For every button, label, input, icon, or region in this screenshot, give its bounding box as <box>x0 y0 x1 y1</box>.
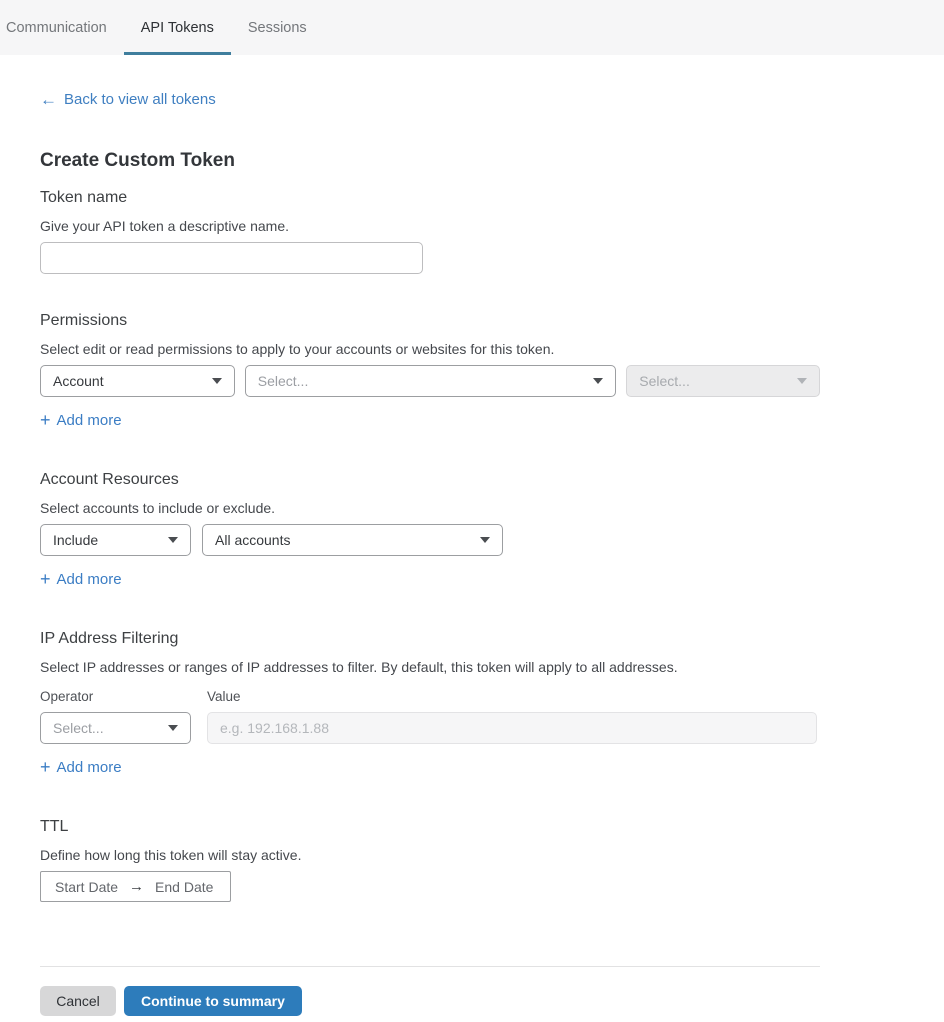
plus-icon: + <box>40 569 51 589</box>
permissions-description: Select edit or read permissions to apply to your accounts or websites for this token. <box>40 341 555 357</box>
accounts-dropdown[interactable] <box>202 524 503 556</box>
ttl-title: TTL <box>40 818 69 835</box>
chevron-down-icon <box>168 537 178 543</box>
chevron-down-icon <box>797 378 807 384</box>
accounts-value: All accounts <box>215 532 291 548</box>
section-permissions <box>40 312 820 431</box>
ttl-description: Define how long this token will stay active. <box>40 847 302 863</box>
token-name-input[interactable] <box>40 242 423 274</box>
permission-access-placeholder: Select... <box>639 373 690 389</box>
page-title: Create Custom Token <box>40 150 235 171</box>
permissions-add-more-link[interactable] <box>40 411 122 429</box>
include-exclude-value: Include <box>53 532 99 548</box>
plus-icon: + <box>40 410 51 430</box>
ip-operator-dropdown[interactable] <box>40 712 191 744</box>
permission-scope-dropdown[interactable] <box>40 365 235 397</box>
tab-bar <box>0 0 944 55</box>
back-to-tokens-link[interactable] <box>40 91 216 108</box>
ip-filtering-labels <box>40 689 820 704</box>
chevron-down-icon <box>480 537 490 543</box>
ip-value-input <box>207 712 817 744</box>
ip-filtering-add-more-label: Add more <box>56 758 122 776</box>
section-token-name <box>40 189 820 274</box>
ip-filtering-title: IP Address Filtering <box>40 630 179 647</box>
tab-api-tokens[interactable]: API Tokens <box>124 0 231 55</box>
account-resources-row <box>40 524 820 556</box>
section-ip-filtering <box>40 630 820 778</box>
permission-scope-value: Account <box>53 373 104 389</box>
section-account-resources <box>40 471 820 590</box>
permissions-add-more-label: Add more <box>56 411 122 429</box>
ip-filtering-description: Select IP addresses or ranges of IP addresses to filter. By default, this token will apply to all addresses. <box>40 659 678 675</box>
operator-label: Operator <box>40 689 94 704</box>
account-resources-title: Account Resources <box>40 471 179 488</box>
include-exclude-dropdown[interactable] <box>40 524 191 556</box>
token-name-title: Token name <box>40 189 128 206</box>
continue-to-summary-button[interactable]: Continue to summary <box>124 986 302 1016</box>
ttl-date-range-input[interactable] <box>40 871 231 902</box>
tab-communication[interactable]: Communication <box>6 19 107 36</box>
token-name-description: Give your API token a descriptive name. <box>40 218 290 234</box>
permission-access-dropdown <box>626 365 820 397</box>
ip-filtering-add-more-link[interactable] <box>40 758 122 776</box>
permission-group-dropdown[interactable] <box>245 365 617 397</box>
footer-actions <box>40 986 820 1016</box>
permissions-title: Permissions <box>40 312 128 329</box>
account-resources-add-more-label: Add more <box>56 570 122 588</box>
tab-sessions[interactable]: Sessions <box>247 19 307 36</box>
cancel-button[interactable]: Cancel <box>40 986 116 1016</box>
plus-icon: + <box>40 757 51 777</box>
permissions-row <box>40 365 820 397</box>
account-resources-add-more-link[interactable] <box>40 570 122 588</box>
value-label: Value <box>207 689 241 704</box>
footer-divider <box>40 966 820 967</box>
account-resources-description: Select accounts to include or exclude. <box>40 500 276 516</box>
back-arrow-icon: ← <box>40 90 57 109</box>
start-date-placeholder: Start Date <box>55 878 119 895</box>
main-content <box>0 55 860 1016</box>
section-ttl <box>40 818 820 902</box>
permission-group-placeholder: Select... <box>257 373 309 389</box>
arrow-right-icon: → <box>129 878 145 895</box>
end-date-placeholder: End Date <box>155 878 214 895</box>
ip-filtering-row <box>40 712 820 744</box>
chevron-down-icon <box>168 725 178 731</box>
ip-operator-placeholder: Select... <box>53 720 104 736</box>
chevron-down-icon <box>593 378 603 384</box>
back-link-label: Back to view all tokens <box>64 91 216 108</box>
chevron-down-icon <box>212 378 222 384</box>
